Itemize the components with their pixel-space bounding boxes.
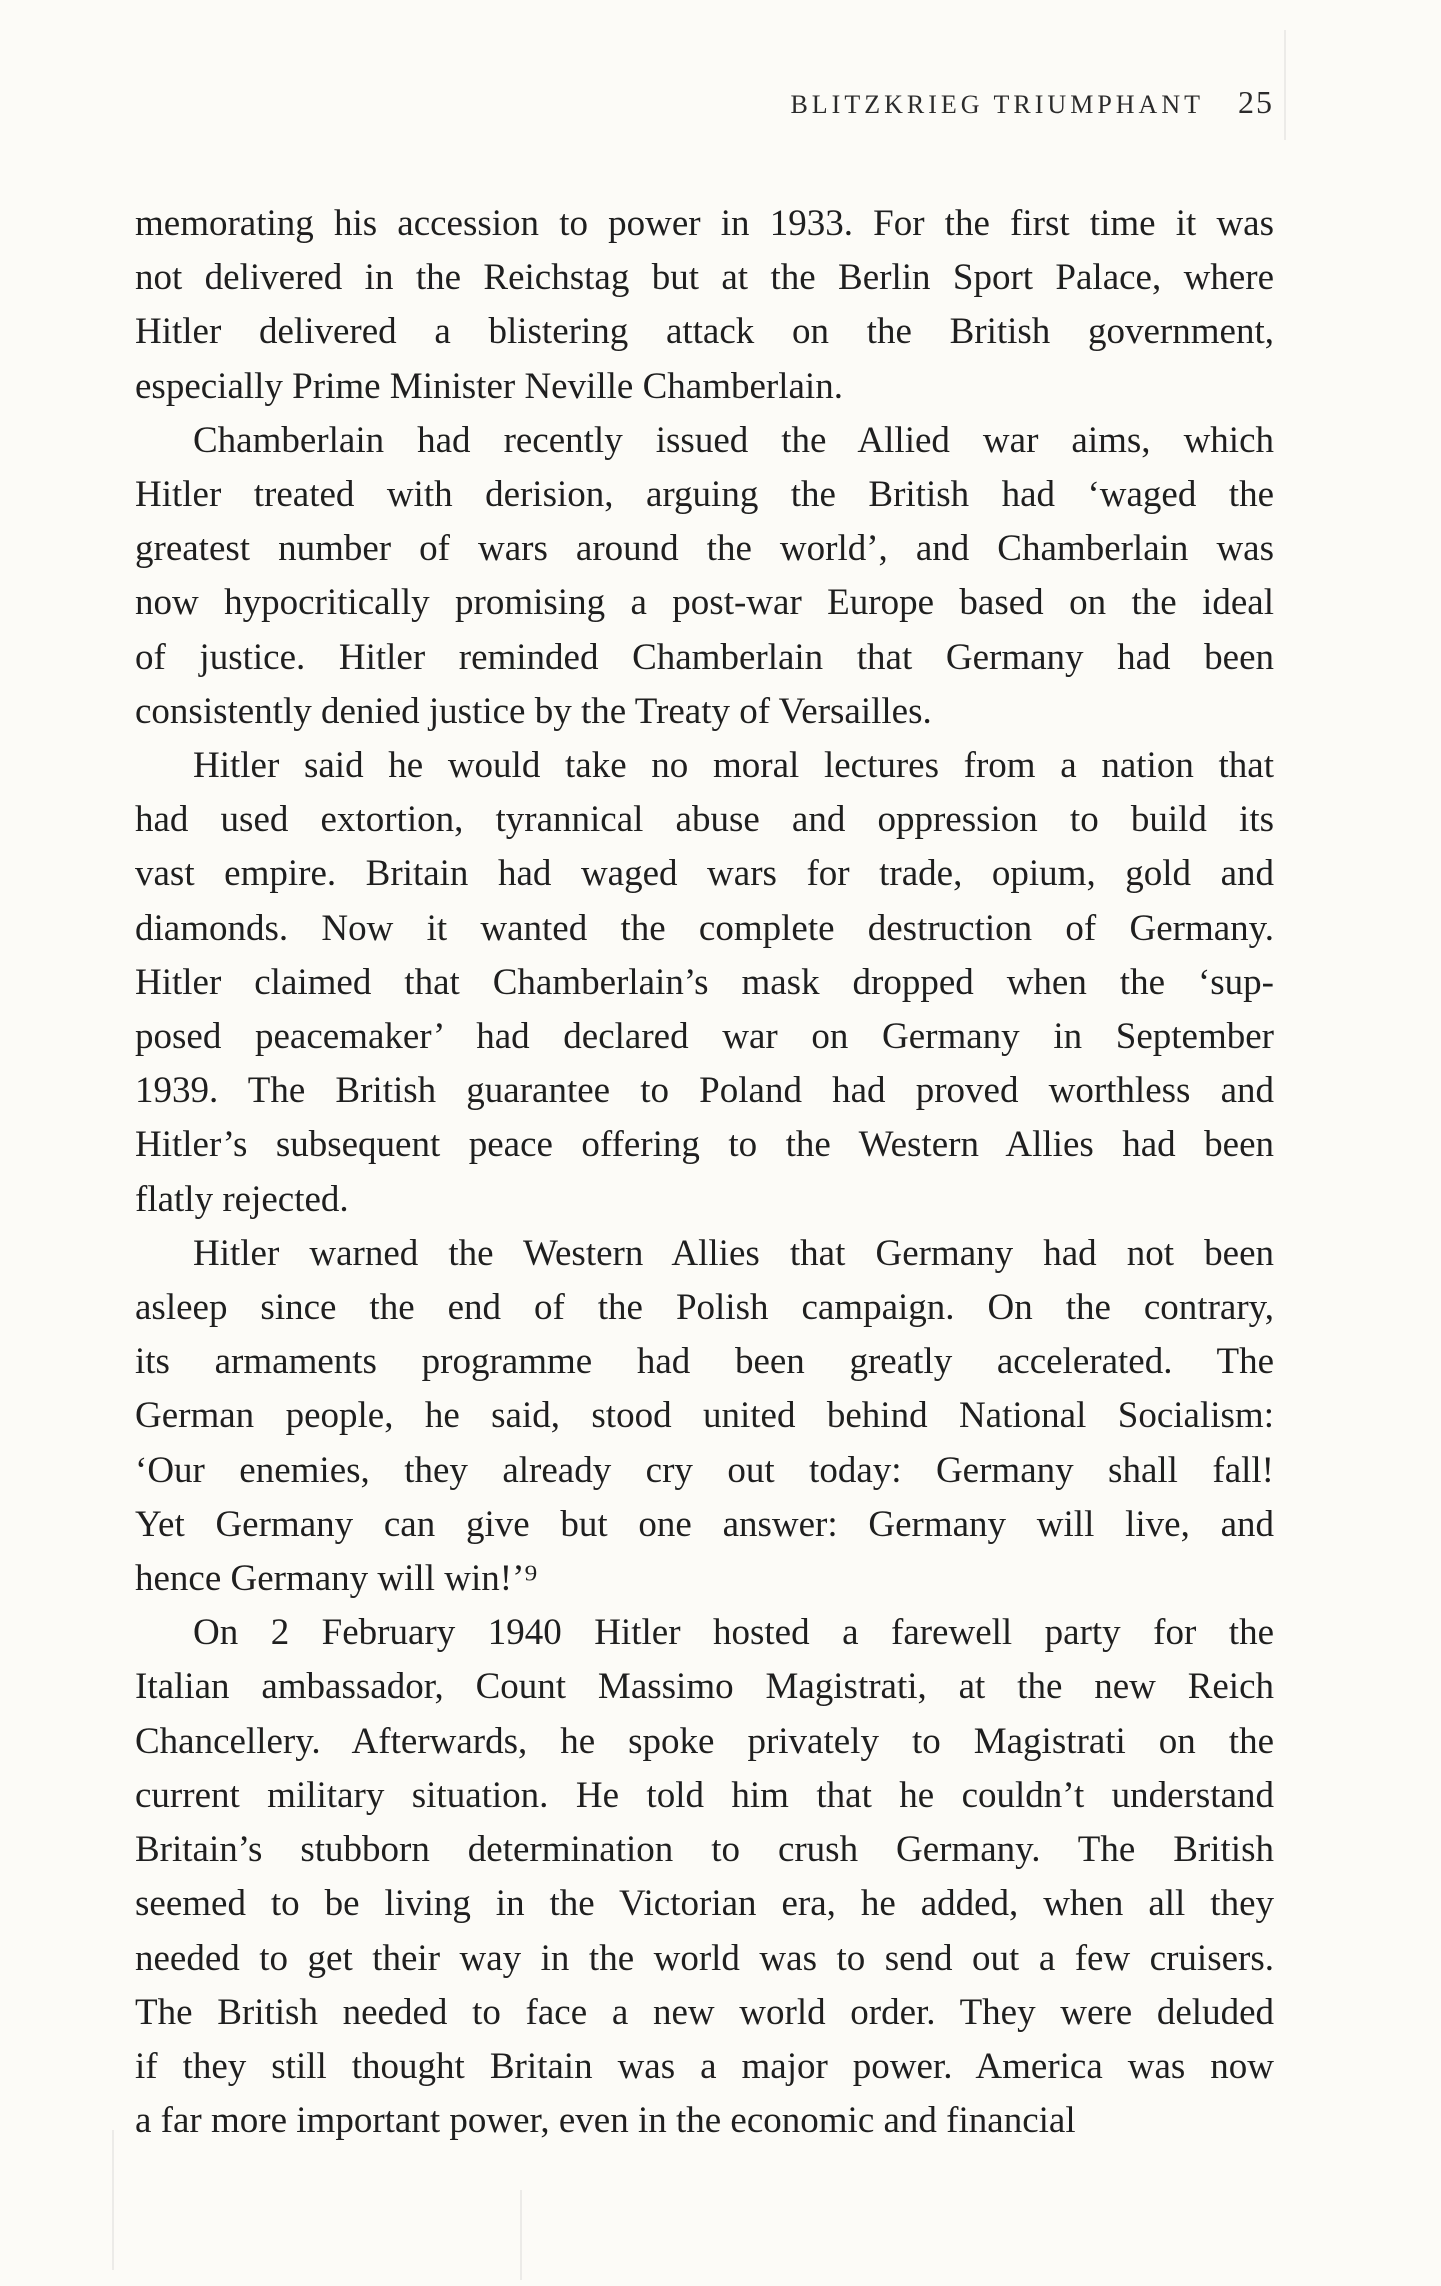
paragraph [135, 197, 1274, 414]
paragraph [135, 739, 1274, 1227]
running-head-title: BLITZKRIEG TRIUMPHANT [790, 90, 1204, 119]
text-line: Chancellery. Afterwards, he spoke privately to Magistrati on the [135, 1720, 1274, 1762]
paragraph [135, 414, 1274, 739]
text-line: 1939. The British guarantee to Poland had proved worthless and [135, 1070, 1274, 1112]
text-line: The British needed to face a new world order. They were deluded [135, 1991, 1274, 2033]
text-line: greatest number of wars around the world’, and Chamberlain was [135, 528, 1274, 570]
text-line: flatly rejected. [135, 1178, 349, 1220]
text-line: ‘Our enemies, they already cry out today: Germany shall fall! [135, 1449, 1274, 1491]
text-line: its armaments programme had been greatly accelerated. The [135, 1341, 1274, 1383]
text-line: On 2 February 1940 Hitler hosted a farewell party for the [193, 1612, 1274, 1654]
text-line: Hitler delivered a blistering attack on the British government, [135, 311, 1274, 353]
scan-artifact [112, 2130, 114, 2270]
text-line: memorating his accession to power in 1933. For the first time it was [135, 203, 1274, 244]
text-line: Italian ambassador, Count Massimo Magistrati, at the new Reich [135, 1666, 1274, 1708]
text-line: especially Prime Minister Neville Chamberlain. [135, 365, 843, 407]
text-line: posed peacemaker’ had declared war on Germany in September [135, 1016, 1274, 1058]
text-line: German people, he said, stood united behind National Socialism: [135, 1395, 1274, 1437]
scan-artifact [1284, 30, 1286, 140]
text-line: now hypocritically promising a post-war Europe based on the ideal [135, 582, 1274, 624]
text-line: Hitler’s subsequent peace offering to the Western Allies had been [135, 1124, 1274, 1166]
text-line: diamonds. Now it wanted the complete destruction of Germany. [135, 907, 1274, 949]
text-line: current military situation. He told him that he couldn’t understand [135, 1774, 1274, 1816]
paragraph [135, 1606, 1274, 2148]
running-head [0, 86, 1274, 118]
text-line: seemed to be living in the Victorian era, he added, when all they [135, 1883, 1274, 1925]
text-line: hence Germany will win!’⁹ [135, 1558, 538, 1600]
text-line: had used extortion, tyrannical abuse and oppression to build its [135, 799, 1274, 841]
text-line: Hitler warned the Western Allies that Germany had not been [193, 1232, 1274, 1274]
text-line: asleep since the end of the Polish campaign. On the contrary, [135, 1287, 1274, 1329]
text-line: needed to get their way in the world was to send out a few cruisers. [135, 1937, 1274, 1979]
text-line: Chamberlain had recently issued the Allied war aims, which [193, 419, 1274, 461]
text-line: not delivered in the Reichstag but at the Berlin Sport Palace, where [135, 257, 1274, 299]
paragraph [135, 1227, 1274, 1606]
body-text [135, 197, 1274, 2148]
text-line: a far more important power, even in the economic and financial [135, 2100, 1076, 2142]
text-line: Britain’s stubborn determination to crush Germany. The British [135, 1829, 1274, 1871]
text-line: Hitler treated with derision, arguing the British had ‘waged the [135, 474, 1274, 516]
scan-artifact [520, 2190, 522, 2280]
page-number: 25 [1238, 84, 1274, 120]
text-line: Yet Germany can give but one answer: Germany will live, and [135, 1503, 1274, 1545]
text-line: vast empire. Britain had waged wars for trade, opium, gold and [135, 853, 1274, 895]
text-line: consistently denied justice by the Treaty of Versailles. [135, 690, 932, 732]
text-line: Hitler claimed that Chamberlain’s mask dropped when the ‘sup- [135, 961, 1274, 1003]
text-line: Hitler said he would take no moral lectures from a nation that [193, 745, 1274, 787]
text-line: if they still thought Britain was a major power. America was now [135, 2045, 1274, 2087]
text-line: of justice. Hitler reminded Chamberlain that Germany had been [135, 636, 1274, 678]
